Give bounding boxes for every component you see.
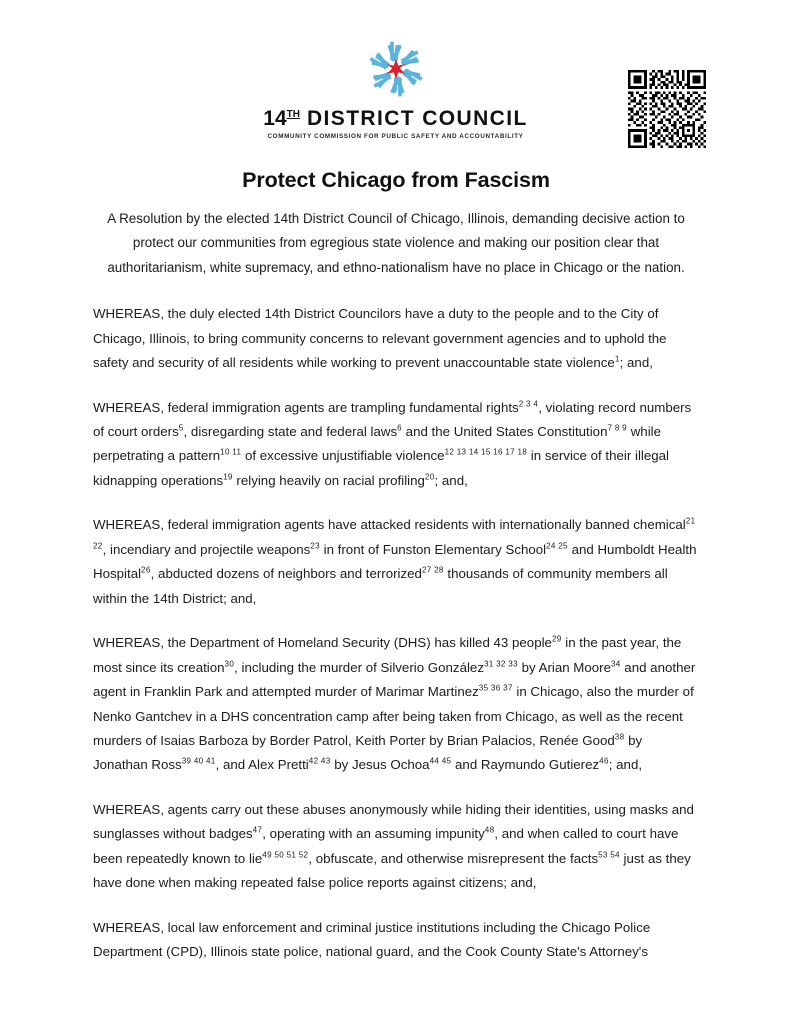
chicago-star-snowflake-logo-icon [359, 38, 433, 100]
resolution-summary: A Resolution by the elected 14th District Council of Chicago, Illinois, demanding decisive action to protect our communities from egregious state violence and making our position clear that authoritarianism, white supremacy, and ethno-nationalism have no place in Chicago or the nation. [107, 211, 685, 275]
whereas-clause: WHEREAS, agents carry out these abuses anonymously while hiding their identities, using masks and sunglasses without badges$^{47}$, operating with an assuming impunity$^{48}$, and when called to court have been repeatedly known to lie$^{49 50 51 52}$, obfuscate, and otherwise misrepresent the facts$^{53 54}$ just as they have done when making repeated false police reports against citizens; and, [93, 801, 694, 891]
whereas-clause: WHEREAS, local law enforcement and criminal justice institutions including the Chicago Police Department (CPD), Illinois state police, national guard, and the Cook County State's Attorney's [93, 919, 651, 960]
resolution-content [93, 168, 699, 965]
wordmark-ordinal: TH [286, 109, 300, 120]
wordmark [246, 108, 546, 129]
whereas-clause: WHEREAS, federal immigration agents are trampling fundamental rights$^{2 3 4}$, violating record numbers of court orders$^5$, disregarding state and federal laws$^6$ and the United States Constitution$^{7 8 9}$ while perpetrating a pattern$^{10 11}$ of excessive unjustifiable violence$^{12 13 14 15 16 17 18}$ in service of their illegal kidnapping operations$^{19}$ relying heavily on racial profiling$^{20}$; and, [93, 399, 692, 488]
whereas-clause: WHEREAS, the duly elected 14th District Councilors have a duty to the people and to the City of Chicago, Illinois, to bring community concerns to relevant government agencies and to uphold the safety and security of all residents while working to prevent unaccountable state violence$^1$; and, [93, 306, 667, 371]
wordmark-tagline: COMMUNITY COMMISSION FOR PUBLIC SAFETY AND ACCOUNTABILITY [267, 133, 524, 140]
wordmark-district-number: 14TH [263, 107, 300, 130]
document-header [0, 0, 791, 165]
whereas-clause-list [93, 302, 699, 964]
organization-brand [246, 38, 546, 140]
qr-code-graphic [628, 70, 706, 148]
whereas-clause: WHEREAS, federal immigration agents have attacked residents with internationally banned chemical$^{21 22}$, incendiary and projectile weapons$^{23}$ in front of Funston Elementary School$^{24 25}$ and Humboldt Health Hospital$^{26}$, abducted dozens of neighbors and terrorized$^{27 28}$ thousands of community members all within the 14th District; and, [93, 516, 697, 606]
whereas-clause: WHEREAS, the Department of Homeland Security (DHS) has killed 43 people$^{29}$ in the past year, the most since its creation$^{30}$, including the murder of Silverio González$^{31 32 33}$ by Arian Moore$^{34}$ and another agent in Franklin Park and attempted murder of Marimar Martinez$^{35 36 37}$ in Chicago, also the murder of Nenko Gantchev in a DHS concentration camp after being taken from Chicago, as well as the recent murders of Isaias Barboza by Border Patrol, Keith Porter by Brian Palacios, Renée Good$^{38}$ by Jonathan Ross$^{39 40 41}$, and Alex Pretti$^{42 43}$ by Jesus Ochoa$^{44 45}$ and Raymundo Gutierez$^{46}$; and, [93, 634, 696, 773]
page-title: Protect Chicago from Fascism [242, 168, 550, 192]
wordmark-title: DISTRICT COUNCIL [306, 107, 528, 130]
qr-code-icon[interactable] [628, 70, 706, 148]
